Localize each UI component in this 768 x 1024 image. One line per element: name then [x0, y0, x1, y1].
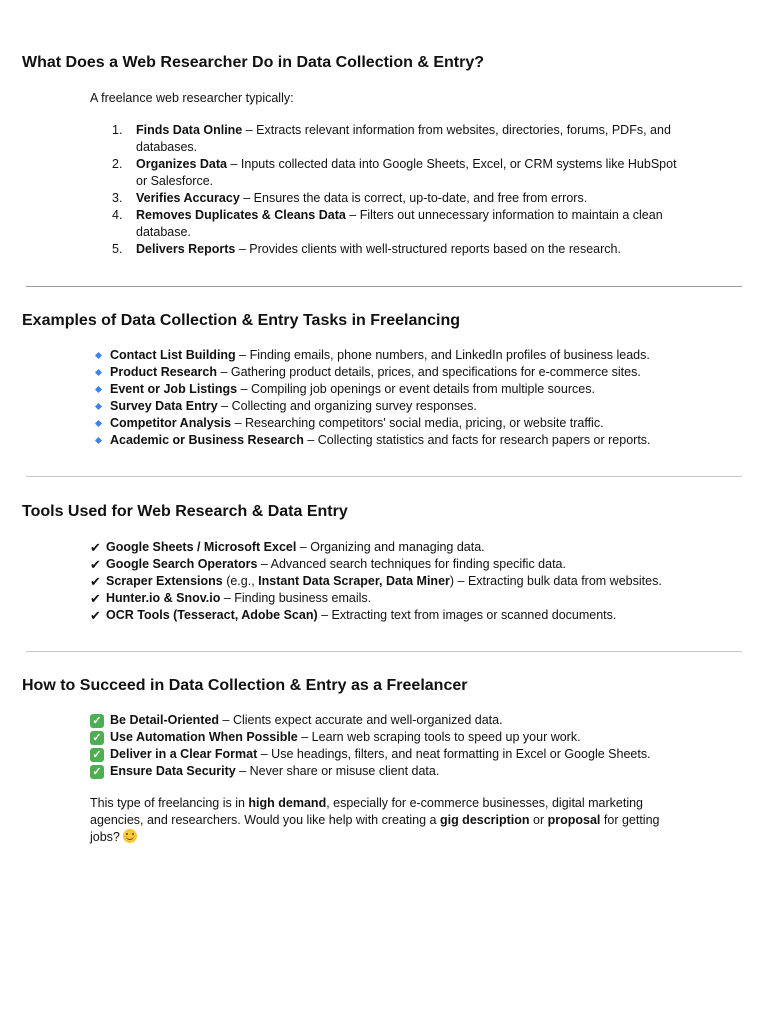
list-item: 3. Verifies Accuracy – Ensures the data is correct, up-to-date, and free from errors. [112, 191, 588, 205]
list-item: 2. Organizes Data – Inputs collected data into Google Sheets, Excel, or CRM systems like HubSpot or Salesforce. [112, 157, 677, 188]
section-succeed-body [90, 712, 670, 846]
list-item: ✓ Deliver in a Clear Format – Use headings, filters, and neat formatting in Excel or Google Sheets. [90, 746, 670, 763]
list-item: Academic or Business Research – Collecting statistics and facts for research papers or reports. [90, 432, 710, 449]
check-mark-icon: ✔ [90, 557, 101, 572]
list-item: 4. Removes Duplicates & Cleans Data – Filters out unnecessary information to maintain a clean database. [112, 208, 663, 239]
list-item: Contact List Building – Finding emails, phone numbers, and LinkedIn profiles of business leads. [90, 347, 710, 364]
green-check-box-icon: ✓ [90, 748, 104, 762]
section-title-web-researcher: What Does a Web Researcher Do in Data Collection & Entry? [22, 54, 485, 71]
check-mark-icon: ✔ [90, 591, 101, 606]
tips-list [90, 712, 670, 780]
diamond-bullet-icon [95, 437, 102, 444]
examples-list [90, 347, 710, 449]
list-item: ✔ Scraper Extensions (e.g., Instant Data Scraper, Data Miner) – Extracting bulk data from websites. [90, 574, 662, 589]
list-item: ✔ OCR Tools (Tesseract, Adobe Scan) – Extracting text from images or scanned documents. [90, 608, 617, 623]
diamond-bullet-icon [95, 352, 102, 359]
section-examples-body [90, 347, 710, 449]
section-web-researcher-body [90, 90, 690, 258]
check-mark-icon: ✔ [90, 574, 101, 589]
closing-paragraph: This type of freelancing is in high demand, especially for e-commerce businesses, digital marketing agencies, and researchers. Would you like help with creating a gig description or proposal for getting jobs? [90, 796, 660, 844]
green-check-box-icon: ✓ [90, 765, 104, 779]
section-divider [26, 286, 742, 287]
list-item: ✔ Google Search Operators – Advanced search techniques for finding specific data. [90, 557, 566, 572]
check-mark-icon: ✔ [90, 608, 101, 623]
section-title-tools: Tools Used for Web Research & Data Entry [22, 503, 348, 520]
intro-text: A freelance web researcher typically: [90, 91, 294, 105]
list-item: Product Research – Gathering product details, prices, and specifications for e-commerce sites. [90, 364, 710, 381]
list-item: Competitor Analysis – Researching competitors' social media, pricing, or website traffic. [90, 415, 710, 432]
tools-list [90, 539, 710, 624]
list-item: 5. Delivers Reports – Provides clients with well-structured reports based on the research. [112, 242, 621, 256]
diamond-bullet-icon [95, 386, 102, 393]
list-item: 1. Finds Data Online – Extracts relevant information from websites, directories, forums, PDFs, and databases. [112, 123, 671, 154]
diamond-bullet-icon [95, 403, 102, 410]
green-check-box-icon: ✓ [90, 714, 104, 728]
list-item: ✓ Ensure Data Security – Never share or misuse client data. [90, 763, 670, 780]
section-tools-body [90, 539, 710, 624]
diamond-bullet-icon [95, 369, 102, 376]
check-mark-icon: ✔ [90, 540, 101, 555]
list-item: Event or Job Listings – Compiling job openings or event details from multiple sources. [90, 381, 710, 398]
list-item: ✔ Hunter.io & Snov.io – Finding business emails. [90, 591, 372, 606]
list-item: Survey Data Entry – Collecting and organizing survey responses. [90, 398, 710, 415]
diamond-bullet-icon [95, 420, 102, 427]
section-divider [26, 651, 742, 652]
section-divider [26, 476, 742, 477]
list-item: ✓ Be Detail-Oriented – Clients expect accurate and well-organized data. [90, 712, 670, 729]
smiling-face-emoji-icon [123, 829, 137, 843]
section-title-examples: Examples of Data Collection & Entry Tasks in Freelancing [22, 312, 461, 329]
list-item: ✓ Use Automation When Possible – Learn web scraping tools to speed up your work. [90, 729, 670, 746]
list-item: ✔ Google Sheets / Microsoft Excel – Organizing and managing data. [90, 540, 485, 555]
green-check-box-icon: ✓ [90, 731, 104, 745]
researcher-tasks-list [90, 122, 690, 258]
section-title-how-to-succeed: How to Succeed in Data Collection & Entry as a Freelancer [22, 677, 468, 694]
